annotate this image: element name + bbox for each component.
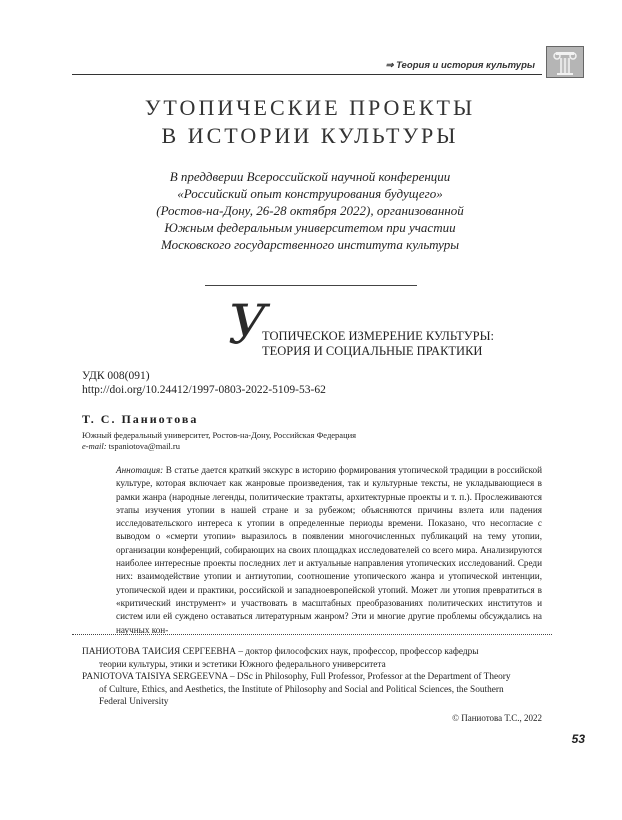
title-line: УТОПИЧЕСКИЕ ПРОЕКТЫ: [144, 95, 476, 120]
author-info-en: [82, 671, 542, 709]
email-line: [82, 441, 542, 452]
abstract-label: Аннотация:: [116, 465, 164, 475]
section-title: Теория и история культуры: [396, 60, 535, 71]
email-link[interactable]: tspaniotova@mail.ru: [108, 441, 181, 451]
conference-line: В преддверии Всероссийской научной конференции: [169, 169, 451, 184]
conference-line: Московского государственного института культуры: [160, 237, 460, 252]
doi-link[interactable]: http://doi.org/10.24412/1997-0803-2022-5109-53-62: [82, 384, 326, 396]
conference-line: (Ростов-на-Дону, 26-28 октября 2022), организованной: [156, 203, 464, 218]
dropcap: У: [228, 293, 268, 356]
arrow-icon: ⇒: [385, 60, 394, 71]
author-info-ru: [82, 646, 542, 671]
article-title-line: ТОПИЧЕСКОЕ ИЗМЕРЕНИЕ КУЛЬТУРЫ:: [262, 329, 494, 343]
author-info-ru-line: теории культуры, этики и эстетики Южного федерального университета: [99, 659, 386, 670]
title-line: В ИСТОРИИ КУЛЬТУРЫ: [161, 123, 459, 148]
author-info-en-line: PANIOTOVA TAISIYA SERGEEVNA – DSc in Philosophy, Full Professor, Professor at the Department of Theory: [82, 672, 511, 682]
header-rule: [72, 74, 542, 75]
author-info-en-line: of Culture, Ethics, and Aesthetics, the Institute of Philosophy and Social and Political Sciences, the Southern: [99, 684, 504, 695]
ionic-column-icon: [546, 46, 584, 78]
copyright: © Паниотова Т.С., 2022: [452, 713, 542, 723]
section-header: [330, 60, 535, 71]
email-label: e-mail:: [82, 441, 107, 451]
title-divider: [205, 285, 417, 286]
conference-note: [60, 168, 560, 253]
author-info-en-line: Federal University: [99, 697, 169, 707]
abstract: [116, 464, 542, 637]
udk-block: [82, 369, 442, 397]
affiliation-text: Южный федеральный университет, Ростов-на-Дону, Российская Федерация: [82, 430, 357, 440]
page-number: 53: [571, 732, 585, 746]
article-title-line: ТЕОРИЯ И СОЦИАЛЬНЫЕ ПРАКТИКИ: [262, 344, 483, 358]
page-title: [60, 94, 560, 150]
author-info-ru-line: ПАНИОТОВА ТАИСИЯ СЕРГЕЕВНА – доктор философских наук, профессор, профессор кафедры: [82, 647, 479, 657]
conference-line: «Российский опыт конструирования будущего»: [177, 186, 443, 201]
abstract-text: В статье дается краткий экскурс в историю формирования утопической традиции в российской культуре, которая включает как жанровые произведения, так и культурные тексты, не укладывающиеся в рамки жанра (народные легенды, политические трактаты, архитектурные проекты и т. п.). Прослеживаются этапы изучения утопии в нашей стране и за рубежом; объясняются причины взлета или падения исследовательского интереса к утопии в определенные периоды времени. Показано, что несогласие с выводом о «смерти утопии» выразилось в появлении многочисленных публикаций на тему утопии, организации конференций, собирающих на своих площадках исследователей со всего мира. Анализируются наиболее интересные проекты последних лет и актуальные направления утопических исследований. Среди них: взаимодействие утопии и антиутопии, соотношение утопического жанра и утопической интенции, утопической идеи и практики, российской и западноевропейской утопий. Может ли утопия превратиться в «критический инструмент» и участвовать в масштабных преобразованиях политических институтов и систем или ей суждено оставаться литературным жанром? Эти и многие другие проблемы обсуждались на научных кон-: [116, 465, 542, 635]
udk-code: УДК 008(091): [82, 370, 150, 382]
article-title: [262, 329, 542, 359]
affiliation: [82, 430, 542, 452]
author-name: Т. С. Паниотова: [82, 412, 199, 426]
footnote-divider: [72, 634, 552, 635]
conference-line: Южным федеральным университетом при участии: [164, 220, 456, 235]
